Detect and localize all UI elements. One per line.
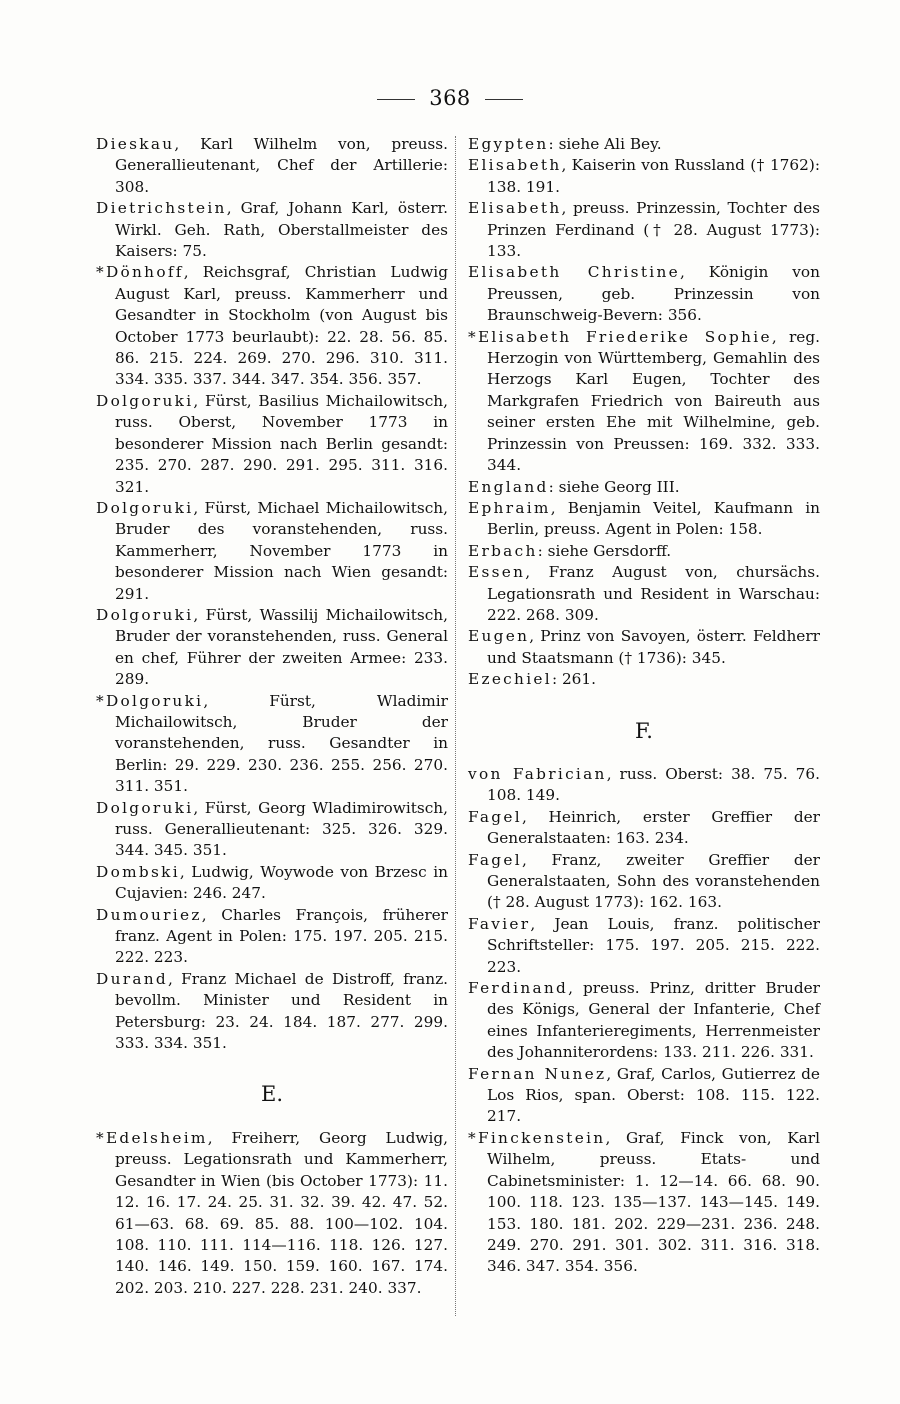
index-entry: [468, 850, 820, 914]
entry-details: , Fürst, Basilius Michailowitsch, russ. Oberst, November 1773 in besonderer Mission nach Berlin gesandt: 235. 270. 287. 290. 291. 295. 311. 316. 321.: [115, 391, 448, 496]
entry-details: : siehe Georg III.: [548, 477, 680, 496]
entry-name: Elisabeth: [468, 156, 562, 175]
entry-name: *Elisabeth Friederike Sophie: [468, 327, 772, 346]
entry-details: , Reichsgraf, Christian Ludwig August Karl, preuss. Kammerherr und Gesandter in Stockholm (von August bis October 1773 beurlaubt): 22. 28. 56. 85. 86. 215. 224. 269. 270. 296. 310. 311. 334. 335. 337. 344. 347. 354. 356. 357.: [115, 263, 448, 389]
index-entry: [96, 691, 448, 798]
entry-name: Eugen: [468, 627, 530, 646]
entry-details: , Graf, Finck von, Karl Wilhelm, preuss. Etats- und Cabinetsminister: 1. 12—14. 66. 68. 90. 100. 118. 123. 135—137. 143—145. 149. 153. 180. 181. 202. 229—231. 236. 248. 249. 270. 291. 301. 302. 311. 316. 318. 346. 347. 354. 356.: [487, 1128, 820, 1276]
entry-name: Fagel: [468, 807, 522, 826]
index-entry: [468, 155, 820, 198]
entry-name: *Dolgoruki: [96, 691, 204, 710]
index-entry: [96, 1128, 448, 1299]
index-entry: [468, 807, 820, 850]
index-entry: [468, 327, 820, 477]
entry-name: *Finckenstein: [468, 1128, 606, 1147]
index-entry: [96, 198, 448, 262]
entry-details: , preuss. Prinz, dritter Bruder des Königs, General der Infanterie, Chef eines Infanterieregiments, Herrenmeister des Johanniterordens: 133. 211. 226. 331.: [487, 979, 820, 1062]
section-heading-f: F.: [635, 718, 653, 743]
index-entry: [468, 562, 820, 626]
index-entry: [96, 905, 448, 969]
index-entry: [468, 1064, 820, 1128]
entry-name: Dieskau: [96, 135, 175, 153]
entry-name: Erbach: [468, 541, 538, 560]
page-number: 368: [429, 86, 471, 110]
entry-details: , Franz, zweiter Greffier der Generalstaaten, Sohn des voranstehenden († 28. August 1773): 162. 163.: [487, 850, 820, 912]
entry-details: : siehe Ali Bey.: [548, 135, 662, 153]
index-entry: [468, 764, 820, 807]
index-entry: [468, 626, 820, 669]
entry-details: , Fürst, Wladimir Michailowitsch, Bruder der voranstehenden, russ. Gesandter in Berlin: 29. 229. 230. 236. 255. 256. 270. 311. 351.: [115, 691, 448, 796]
section-heading-e: E.: [260, 1082, 283, 1107]
entry-name: England: [468, 477, 549, 496]
index-entry: [468, 198, 820, 262]
index-entry: [468, 134, 820, 155]
entry-details: : siehe Gersdorff.: [537, 541, 672, 560]
entry-name: *Dönhoff: [96, 263, 184, 282]
entry-name: Favier: [468, 914, 531, 933]
entries-e: [96, 1128, 448, 1299]
index-entry: [468, 669, 820, 690]
entry-details: , Jean Louis, franz. politischer Schriftsteller: 175. 197. 205. 215. 222. 223.: [487, 914, 820, 976]
entry-name: von Fabrician: [468, 764, 607, 783]
entry-details: , Ludwig, Woywode von Brzesc in Cujavien: 246. 247.: [115, 862, 448, 903]
entry-name: Ezechiel: [468, 670, 552, 689]
entry-details: , Franz Michael de Distroff, franz. bevollm. Minister und Resident in Petersburg: 23. 24. 184. 187. 277. 299. 333. 334. 351.: [115, 969, 448, 1053]
entry-details: , reg. Herzogin von Württemberg, Gemahlin des Herzogs Karl Eugen, Tochter des Markgrafen Friedrich von Baireuth aus seiner ersten Ehe mit Wilhelmine, geb. Prinzessin von Preussen: 169. 332. 333. 344.: [487, 327, 820, 475]
entry-details: , Charles François, früherer franz. Agent in Polen: 175. 197. 205. 215. 222. 223.: [115, 905, 448, 967]
entry-name: Fagel: [468, 850, 522, 869]
entry-details: , Freiherr, Georg Ludwig, preuss. Legationsrath und Kammerherr, Gesandter in Wien (bis October 1773): 11. 12. 16. 17. 24. 25. 31. 32. 39. 42. 47. 52. 61—63. 68. 69. 85. 88. 100—102. 104. 108. 110. 111. 114—116. 118. 126. 127. 140. 146. 149. 150. 159. 160. 167. 174. 202. 203. 210. 227. 228. 231. 240. 337.: [115, 1128, 448, 1297]
index-entry: [96, 605, 448, 691]
entry-details: , Fürst, Georg Wladimirowitsch, russ. Generallieutenant: 325. 326. 329. 344. 345. 351.: [115, 798, 448, 860]
entry-details: , Graf, Carlos, Gutierrez de Los Rios, span. Oberst: 108. 115. 122. 217.: [487, 1064, 820, 1126]
index-entry: [96, 798, 448, 862]
entry-name: Dumouriez: [96, 905, 202, 924]
header-dash-left: [377, 99, 415, 100]
entry-name: Fernan Nunez: [468, 1064, 607, 1083]
index-entry: [96, 134, 448, 198]
entry-details: , Prinz von Savoyen, österr. Feldherr und Staatsmann († 1736): 345.: [487, 627, 820, 667]
entry-name: Dombski: [96, 862, 180, 881]
entry-details: , Fürst, Michael Michailowitsch, Bruder des voranstehenden, russ. Kammerherr, November 1773 in besonderer Mission nach Wien gesandt: 291.: [115, 498, 448, 603]
right-column: [468, 134, 820, 1278]
entry-name: Elisabeth: [468, 199, 562, 218]
index-entry: [468, 477, 820, 498]
index-entry: [96, 969, 448, 1055]
entries-d: [96, 134, 448, 1054]
entry-details: , Graf, Johann Karl, österr. Wirkl. Geh. Rath, Oberstallmeister des Kaisers: 75.: [115, 199, 448, 261]
index-entry: [468, 262, 820, 326]
entry-details: , Fürst, Wassilij Michailowitsch, Bruder der voranstehenden, russ. General en chef, Führer der zweiten Armee: 233. 289.: [115, 605, 448, 689]
entry-details: , Kaiserin von Russland († 1762): 138. 191.: [487, 156, 820, 196]
entry-details: , preuss. Prinzessin, Tochter des Prinzen Ferdinand († 28. August 1773): 133.: [487, 199, 820, 261]
index-entry: [468, 541, 820, 562]
entry-details: , russ. Oberst: 38. 75. 76. 108. 149.: [487, 764, 820, 805]
entry-details: , Benjamin Veitel, Kaufmann in Berlin, preuss. Agent in Polen: 158.: [487, 498, 820, 539]
index-entry: [96, 391, 448, 498]
column-divider: [455, 136, 456, 1316]
entry-name: Durand: [96, 969, 168, 988]
index-entry: [468, 1128, 820, 1278]
left-column: [96, 134, 448, 1299]
entry-details: , Karl Wilhelm von, preuss. Generallieutenant, Chef der Artillerie: 308.: [115, 135, 448, 196]
entry-details: , Heinrich, erster Greffier der Generalstaaten: 163. 234.: [487, 807, 820, 848]
entry-name: Elisabeth Christine: [468, 263, 680, 282]
entry-details: , Königin von Preussen, geb. Prinzessin von Braunschweig-Bevern: 356.: [487, 263, 820, 325]
entry-name: Essen: [468, 563, 526, 582]
entry-name: Ferdinand: [468, 979, 569, 998]
index-entry: [96, 498, 448, 605]
index-entry: [468, 978, 820, 1064]
page-header: [0, 86, 900, 110]
index-entry: [96, 262, 448, 390]
entries-e-continued: [468, 134, 820, 691]
entry-name: Egypten: [468, 135, 549, 153]
entry-name: Dolgoruki: [96, 605, 194, 624]
header-dash-right: [485, 99, 523, 100]
entry-name: Dolgoruki: [96, 798, 194, 817]
entry-details: , Franz August von, chursächs. Legationsrath und Resident in Warschau: 222. 268. 309.: [487, 563, 820, 624]
index-entry: [468, 914, 820, 978]
entries-f: [468, 764, 820, 1278]
entry-name: Dolgoruki: [96, 391, 194, 410]
entry-name: Ephraim: [468, 498, 551, 517]
entry-name: Dietrichstein: [96, 199, 227, 218]
entry-name: Dolgoruki: [96, 498, 194, 517]
entry-name: *Edelsheim: [96, 1128, 208, 1147]
entry-details: : 261.: [551, 670, 597, 689]
index-entry: [96, 862, 448, 905]
index-entry: [468, 498, 820, 541]
